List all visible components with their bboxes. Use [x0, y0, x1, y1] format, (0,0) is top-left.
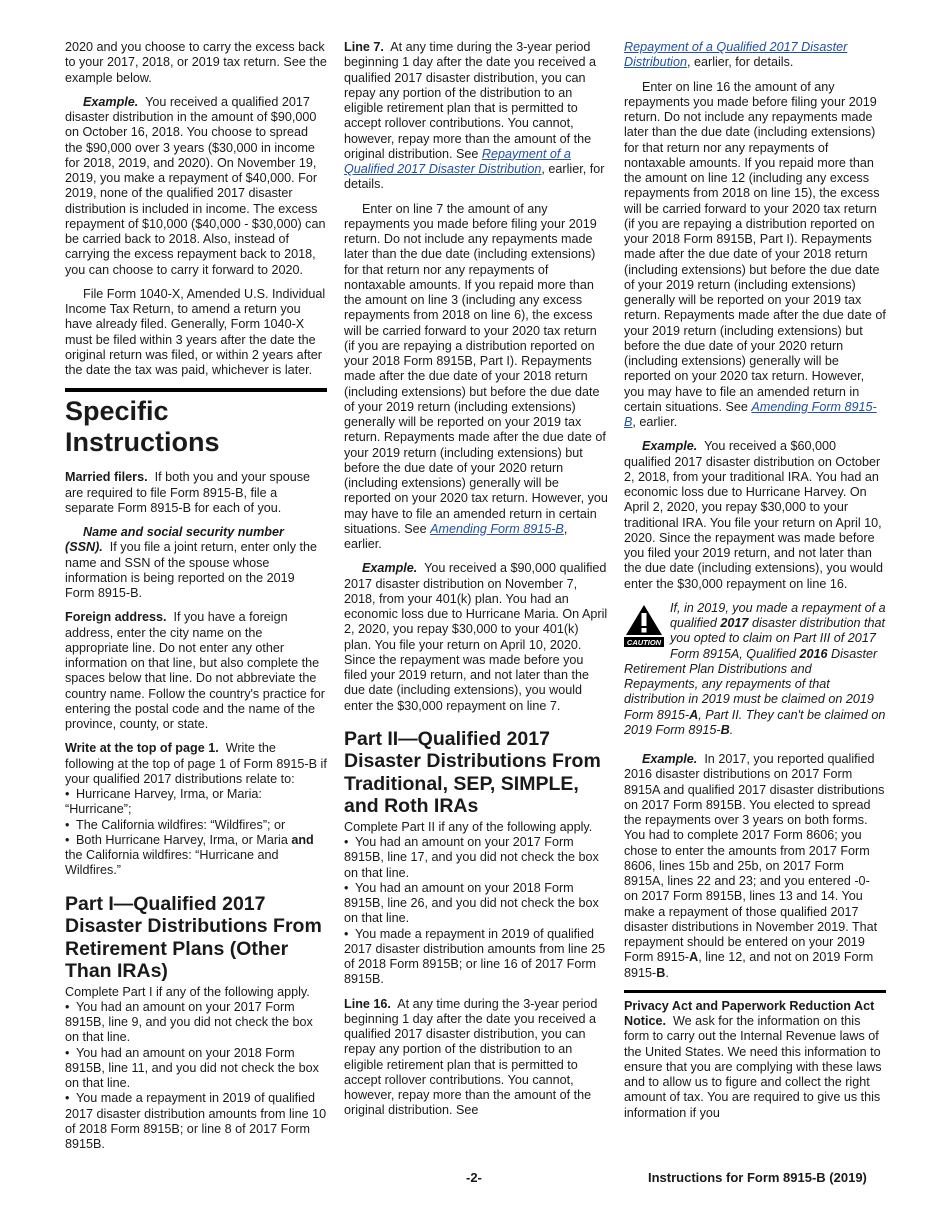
enter-line16-paragraph [624, 80, 886, 431]
list-item-text: You made a repayment in 2019 of qualified 2017 disaster distribution amounts from line 25 of 2018 Form 8915B; or line 16 of 2017 Form 8915B. [344, 926, 606, 987]
caution-emphasis: 2017 [720, 616, 749, 630]
example-text: . [665, 965, 669, 980]
list-item-text: The California wildfires: “Wildfires”; or [76, 817, 286, 832]
example-label: Example. [642, 439, 698, 454]
line7-paragraph [344, 40, 608, 193]
bullet-list [344, 835, 608, 988]
paragraph: Complete Part I if any of the following apply. [65, 984, 310, 999]
caution-emphasis: 2016 [799, 646, 828, 661]
caution-text: . [729, 722, 734, 737]
list-item: • The California wildfires: “Wildfires”; or [65, 817, 286, 832]
part-heading: Part II—Qualified 2017 Disaster Distributions From Traditional, SEP, SIMPLE, and Roth IRAs [344, 727, 601, 818]
list-item-text: the California wildfires: “Hurricane and Wildfires.” [65, 848, 279, 878]
paragraph-text: Write the following at the top of page 1 of Form 8915-B if your qualified 2017 distributions relate to: [65, 741, 327, 786]
paragraph-text: , earlier, for details. [344, 162, 605, 192]
list-item: • You had an amount on your 2017 Form 8915B, line 9, and you did not check the box on that line. [65, 999, 313, 1045]
example-text: You received a $90,000 qualified 2017 disaster distribution on November 7, 2018, from your 401(k) plan. You had an economic loss due to Hurricane Maria. On April 2, 2020, you repay $30,000 to your 401(k) plan. You file your return on April 10, 2020. Since the repayment was made before you filed your 2019 return, and not later than the due date (including extensions), you would enter the $30,000 repayment on line 7. [344, 561, 608, 713]
paragraph: Complete Part II if any of the following apply. [344, 819, 593, 834]
footer-title: Instructions for Form 8915-B (2019) [648, 1170, 867, 1185]
repayment-link[interactable]: Repayment of a Qualified 2017 Disaster Distribution [344, 146, 571, 176]
part-heading: Part I—Qualified 2017 Disaster Distributions From Retirement Plans (Other Than IRAs) [65, 892, 322, 982]
column-middle [344, 40, 608, 1128]
example-text: You received a $60,000 qualified 2017 disaster distribution on October 2, 2018, from your traditional IRA. You had an economic loss due to Hurricane Harvey. On April 2, 2020, you repay $30,000 to your traditional IRA. You file your return on April 10, 2020. Since the repayment was made before you filed your 2019 return, and not later than the due date (including extensions), you would enter the $30,000 repayment on line 16. [624, 439, 884, 591]
example-label: Example. [642, 752, 698, 766]
example-paragraph [624, 752, 886, 981]
amending-form-link[interactable]: Amending Form 8915-B [624, 399, 877, 429]
caution-icon [624, 603, 664, 647]
privacy-act-paragraph [624, 990, 886, 1121]
line16-paragraph [344, 997, 608, 1119]
column-left [65, 40, 327, 1161]
caution-text: , Part II. They can't be claimed on 2019 Form 8915- [624, 707, 886, 737]
paragraph-text: , earlier. [632, 415, 678, 429]
paragraph-text: At any time during the 3-year period beginning 1 day after the date you received a qualified 2017 disaster distribution, you can repay any portion of the distribution to an eligible retirement plan that is permitted to accept rollover contributions. You cannot, however, repay more than the amount of the original distribution. See [344, 40, 597, 161]
example-text: , line 12, and not on 2019 Form 8915- [624, 950, 874, 980]
caution-label: CAUTION [626, 637, 662, 647]
list-item: • Both Hurricane Harvey, Irma, or Maria and the California wildfires: “Hurricane and Wildfires.” [65, 832, 314, 878]
list-item: • You made a repayment in 2019 of qualified 2017 disaster distribution amounts from line 25 of 2018 Form 8915B; or line 16 of 2017 Form 8915B. [344, 926, 606, 987]
paragraph-text: If both you and your spouse are required to file Form 8915-B, file a separate Form 8915-B for each of you. [65, 470, 311, 515]
run-in-heading: Name and social security number (SSN). [65, 525, 284, 555]
list-item-text: You made a repayment in 2019 of qualified 2017 disaster distribution amounts from line 10 of 2018 Form 8915B; or line 8 of 2017 Form 8915B. [65, 1091, 327, 1151]
list-item: • You made a repayment in 2019 of qualified 2017 disaster distribution amounts from line 10 of 2018 Form 8915B; or line 8 of 2017 Form 8915B. [65, 1091, 327, 1151]
column-right [624, 40, 886, 1130]
example-label: Example. [83, 94, 139, 109]
caution-emphasis: B [720, 722, 730, 737]
ssn-paragraph [65, 525, 327, 601]
list-item: • You had an amount on your 2018 Form 8915B, line 11, and you did not check the box on that line. [65, 1045, 319, 1090]
bullet-list [65, 1000, 327, 1153]
caution-text: Disaster Retirement Plan Distributions and Repayments, any repayments of that distribution in 2019 must be claimed on 2019 Form 8915- [624, 646, 878, 722]
example-paragraph [624, 439, 886, 592]
paragraph-text: If you have a foreign address, enter the city name on the appropriate line. Do not enter any other information on that line, but also complete the spaces below that line. Do not abbreviate the country name. Follow the country's practice for entering the postal code and the name of the province, county, or state. [65, 610, 325, 731]
amending-form-link[interactable]: Amending Form 8915-B [430, 521, 564, 536]
page-number: -2- [466, 1170, 482, 1185]
paragraph: 2020 and you choose to carry the excess back to your 2017, 2018, or 2019 tax return. See the example below. [65, 40, 327, 85]
paragraph-text: Enter on line 7 the amount of any repayments you made before filing your 2019 return. Do not include any repayments made later than the due date (including extensions) for that return nor any repayments of nontaxable amounts. If you repaid more than the amount on line 3 (including any excess repayments from 2018 on line 6), the excess will be carried forward to your 2020 tax return (if you are repaying a distribution reported on your 2018 Form 8915B, Part I). Repayments made after the due date of your 2018 return (including extensions) but before the due date of your 2019 return (including extensions) generally will be reported on your 2019 tax return. Repayments made after the due date of your 2019 return (including extensions) but before the due date of your 2020 return (including extensions) generally will be reported on your 2020 tax return. However, you may have to file an amended return in certain situations. See [344, 201, 608, 536]
caution-text: If, in 2019, you made a repayment of a qualified [670, 600, 886, 630]
bold-word: and [291, 832, 314, 847]
bold-letter: B [656, 965, 666, 980]
example-text: In 2017, you reported qualified 2016 disaster distributions on 2017 Form 8915A and qualified 2017 disaster distributions on 2017 Form 8915B. You elected to spread the repayments over 3 years on both forms. You had to complete 2017 Form 8606; you chose to enter the amounts from 2017 Form 8606, lines 15b and 25b, on 2017 Form 8915A, lines 22 and 23; and you entered -0- on 2017 Form 8915B, lines 13 and 14. You make a repayment of those qualified 2017 disaster distributions in November 2019. That repayment should be entered on your 2019 Form 8915- [624, 752, 885, 965]
example-paragraph [344, 561, 608, 714]
run-in-heading: Foreign address. [65, 610, 167, 625]
married-filers-paragraph [65, 470, 327, 516]
foreign-address-paragraph [65, 610, 327, 732]
list-item: • Hurricane Harvey, Irma, or Maria: “Hurricane”; [65, 787, 262, 817]
list-item-text: You had an amount on your 2018 Form 8915B, line 26, and you did not check the box on that line. [344, 880, 599, 926]
list-item-text: Hurricane Harvey, Irma, or Maria: “Hurricane”; [65, 787, 262, 817]
bold-letter: A [689, 950, 699, 965]
section-heading: Specific Instructions [65, 388, 327, 458]
write-top-paragraph [65, 741, 327, 787]
paragraph-text: At any time during the 3-year period beginning 1 day after the date you received a qualified 2017 disaster distribution, you can repay any portion of the distribution to an eligible retirement plan that is permitted to accept rollover contributions. You cannot, however, repay more than the amount of the original distribution. See [344, 996, 598, 1118]
caution-note [624, 601, 886, 738]
paragraph: File Form 1040-X, Amended U.S. Individual Income Tax Return, to amend a return you have already filed. Generally, Form 1040-X must be filed within 3 years after the date the original return was filed, or within 2 years after the date the tax was paid, whichever is later. [65, 286, 326, 377]
run-in-heading: Write at the top of page 1. [65, 741, 219, 756]
paragraph-text: , earlier. [344, 521, 568, 551]
example-label: Example. [362, 561, 418, 576]
caution-emphasis: A [689, 707, 699, 722]
paragraph-text: We ask for the information on this form to carry out the Internal Revenue laws of the United States. We need this information to ensure that you are complying with these laws and to allow us to figure and collect the right amount of tax. You are required to give us this information if you [624, 1014, 882, 1120]
example-text: You received a qualified 2017 disaster distribution in the amount of $90,000 on October 16, 2018. You choose to spread the $90,000 over 3 years ($30,000 in income for 2018, 2019, and 2020). On November 19, 2019, you make a repayment of $40,000. For 2019, none of the qualified 2017 disaster distribution is included in income. The excess repayment of $10,000 ($40,000 - $30,000) can be carried back to 2018. Also, instead of carrying the excess repayment back to 2018, you can choose to carry it forward to 2020. [65, 94, 326, 277]
list-item-text: You had an amount on your 2017 Form 8915B, line 9, and you did not check the box on that line. [65, 999, 313, 1045]
paragraph-text: If you file a joint return, enter only the name and SSN of the spouse whose information is being reported on the 2019 Form 8915-B. [65, 540, 317, 600]
list-item-text: You had an amount on your 2017 Form 8915B, line 17, and you did not check the box on that line. [344, 835, 599, 880]
list-item: • You had an amount on your 2018 Form 8915B, line 26, and you did not check the box on that line. [344, 880, 599, 926]
continued-paragraph [624, 40, 886, 71]
run-in-heading: Married filers. [65, 470, 148, 485]
run-in-heading: Line 7. [344, 40, 384, 54]
caution-text: disaster distribution that you opted to claim on Part III of 2017 Form 8915A, Qualified [670, 616, 885, 661]
repayment-link[interactable]: Repayment of a Qualified 2017 Disaster Distribution [624, 40, 848, 70]
bullet-list [65, 787, 327, 879]
run-in-heading: Line 16. [344, 996, 391, 1011]
list-item: • You had an amount on your 2017 Form 8915B, line 17, and you did not check the box on that line. [344, 835, 599, 880]
example-paragraph [65, 95, 327, 278]
enter-line7-paragraph [344, 202, 608, 553]
paragraph-text: Enter on line 16 the amount of any repayments you made before filing your 2019 return. Do not include any repayments made later than the due date (including extensions) for that return nor any repayments of nontaxable amounts. If you repaid more than the amount on line 12 (including any excess repayments from 2018 on line 15), the excess will be carried forward to your 2020 tax return (if you are repaying a distribution reported on your 2018 Form 8915B, Part I). Repayments made after the due date of your 2018 return (including extensions) but before the due date of your 2019 return (including extensions) generally will be reported on your 2019 tax return. Repayments made after the due date of your 2019 return (including extensions) but before the due date of your 2020 return (including extensions) generally will be reported on your 2020 tax return. However, you may have to file an amended return in certain situations. See [624, 79, 886, 414]
list-item-text: Both Hurricane Harvey, Irma, or Maria [76, 832, 288, 847]
run-in-heading: Privacy Act and Paperwork Reduction Act Notice. [624, 998, 875, 1028]
list-item-text: You had an amount on your 2018 Form 8915B, line 11, and you did not check the box on that line. [65, 1045, 319, 1090]
paragraph-text: , earlier, for details. [687, 55, 794, 70]
